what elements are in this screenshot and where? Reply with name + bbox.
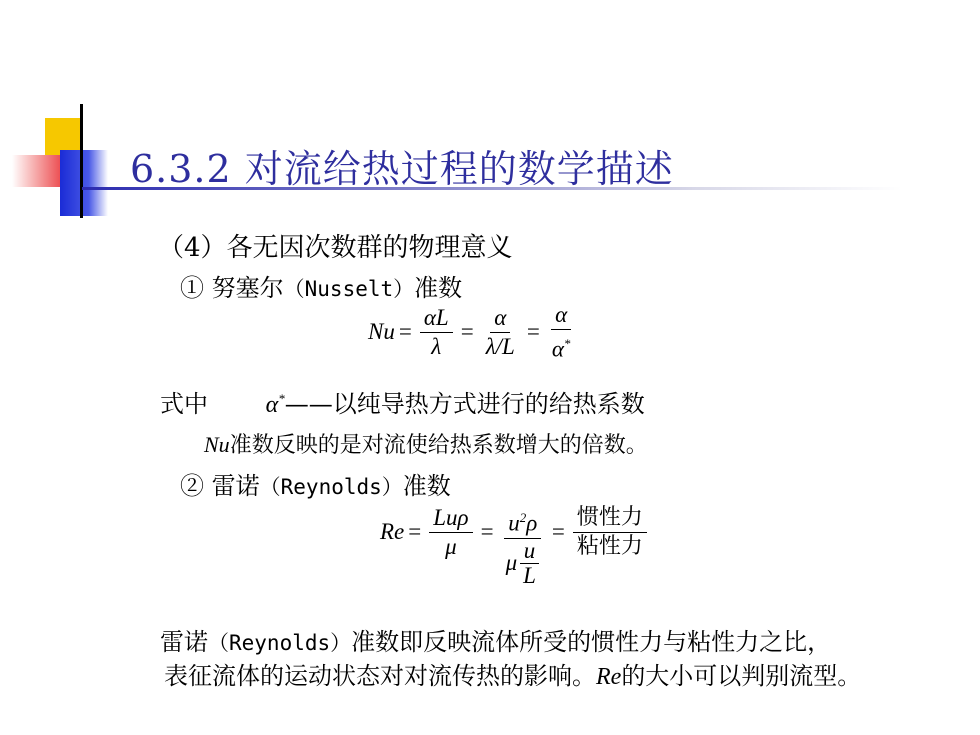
logo-vertical-line [80,104,83,218]
fraction-denominator: λ [431,333,442,359]
exponent: 2 [519,510,527,525]
fraction-denominator [548,330,575,363]
fraction-denominator: μ [445,534,457,559]
fraction [573,505,647,560]
star-superscript: * [563,336,571,351]
fraction-denominator [502,539,544,587]
item-label-tail: 准数 [402,472,451,500]
conclusion-text: 表征流体的运动状态对对流传热的影响。 [164,662,596,690]
fraction-numerator: α [490,305,510,333]
section-subtitle: （4）各无因次数群的物理意义 [158,233,513,263]
logo-blue-square [60,150,108,216]
star-superscript: * [278,391,285,406]
fraction-numerator: u [520,540,540,564]
fraction-numerator [504,505,541,539]
nusselt-meaning-text: 准数反映的是对流使给热系数增大的倍数。 [229,433,648,458]
conclusion-line-2 [164,656,861,691]
eq-sign: = [526,319,540,345]
eq-lhs: Re [380,519,405,544]
item-label-cn: 雷诺 [211,472,260,500]
fraction [548,302,575,363]
fraction-denominator: λ/L [485,333,515,359]
item-marker: ② [180,472,204,500]
eq-sign: = [460,319,474,345]
alpha-symbol: α [551,336,564,362]
item-label-en: （Nusselt） [283,277,415,301]
item-nusselt-heading [180,268,462,303]
rho-symbol: ρ [526,510,538,536]
conclusion-text: 准数即反映流体所受的惯性力与粘性力之比， [351,628,832,656]
item-marker: ① [180,274,204,302]
fraction [420,305,453,360]
slide-title: 6.3.2 对流给热过程的数学描述 [130,147,674,191]
fraction-denominator: L [523,562,536,588]
u-symbol: u [508,510,520,536]
mu-symbol: μ [505,550,518,576]
alpha-star-symbol [266,392,285,418]
conclusion-text: 雷诺 [160,628,208,656]
eq-sign: = [480,519,494,544]
conclusion-text-en: （Reynolds） [208,631,352,655]
fraction-numerator: 惯性力 [573,505,647,533]
eq-sign: = [398,319,412,345]
fraction [482,305,519,360]
reynolds-equation [380,505,651,587]
re-symbol: Re [596,664,622,690]
fraction-numerator: αL [420,305,453,333]
where-prefix: 式中 [160,390,208,418]
conclusion-text: 的大小可以判别流型。 [621,662,862,690]
item-label-en: （Reynolds） [259,475,403,499]
alpha-symbol: α [265,392,279,418]
eq-sign: = [408,519,422,544]
fraction [429,505,472,560]
fraction-numerator: α [551,302,571,330]
nusselt-equation [368,302,578,363]
eq-lhs: Nu [368,319,395,345]
item-label-cn: 努塞尔 [211,274,284,302]
eq-sign: = [551,519,565,544]
fraction-denominator: 粘性力 [576,534,643,559]
nu-symbol: Nu [204,432,230,457]
fraction [502,505,544,587]
item-reynolds-heading [180,466,451,501]
where-line [160,384,645,419]
inner-fraction [519,537,540,588]
fraction-numerator: Luρ [429,505,472,533]
nusselt-meaning [204,428,648,459]
where-text: ——以纯导热方式进行的给热系数 [284,390,645,418]
conclusion-line-1 [160,622,831,657]
item-label-tail: 准数 [414,274,463,302]
